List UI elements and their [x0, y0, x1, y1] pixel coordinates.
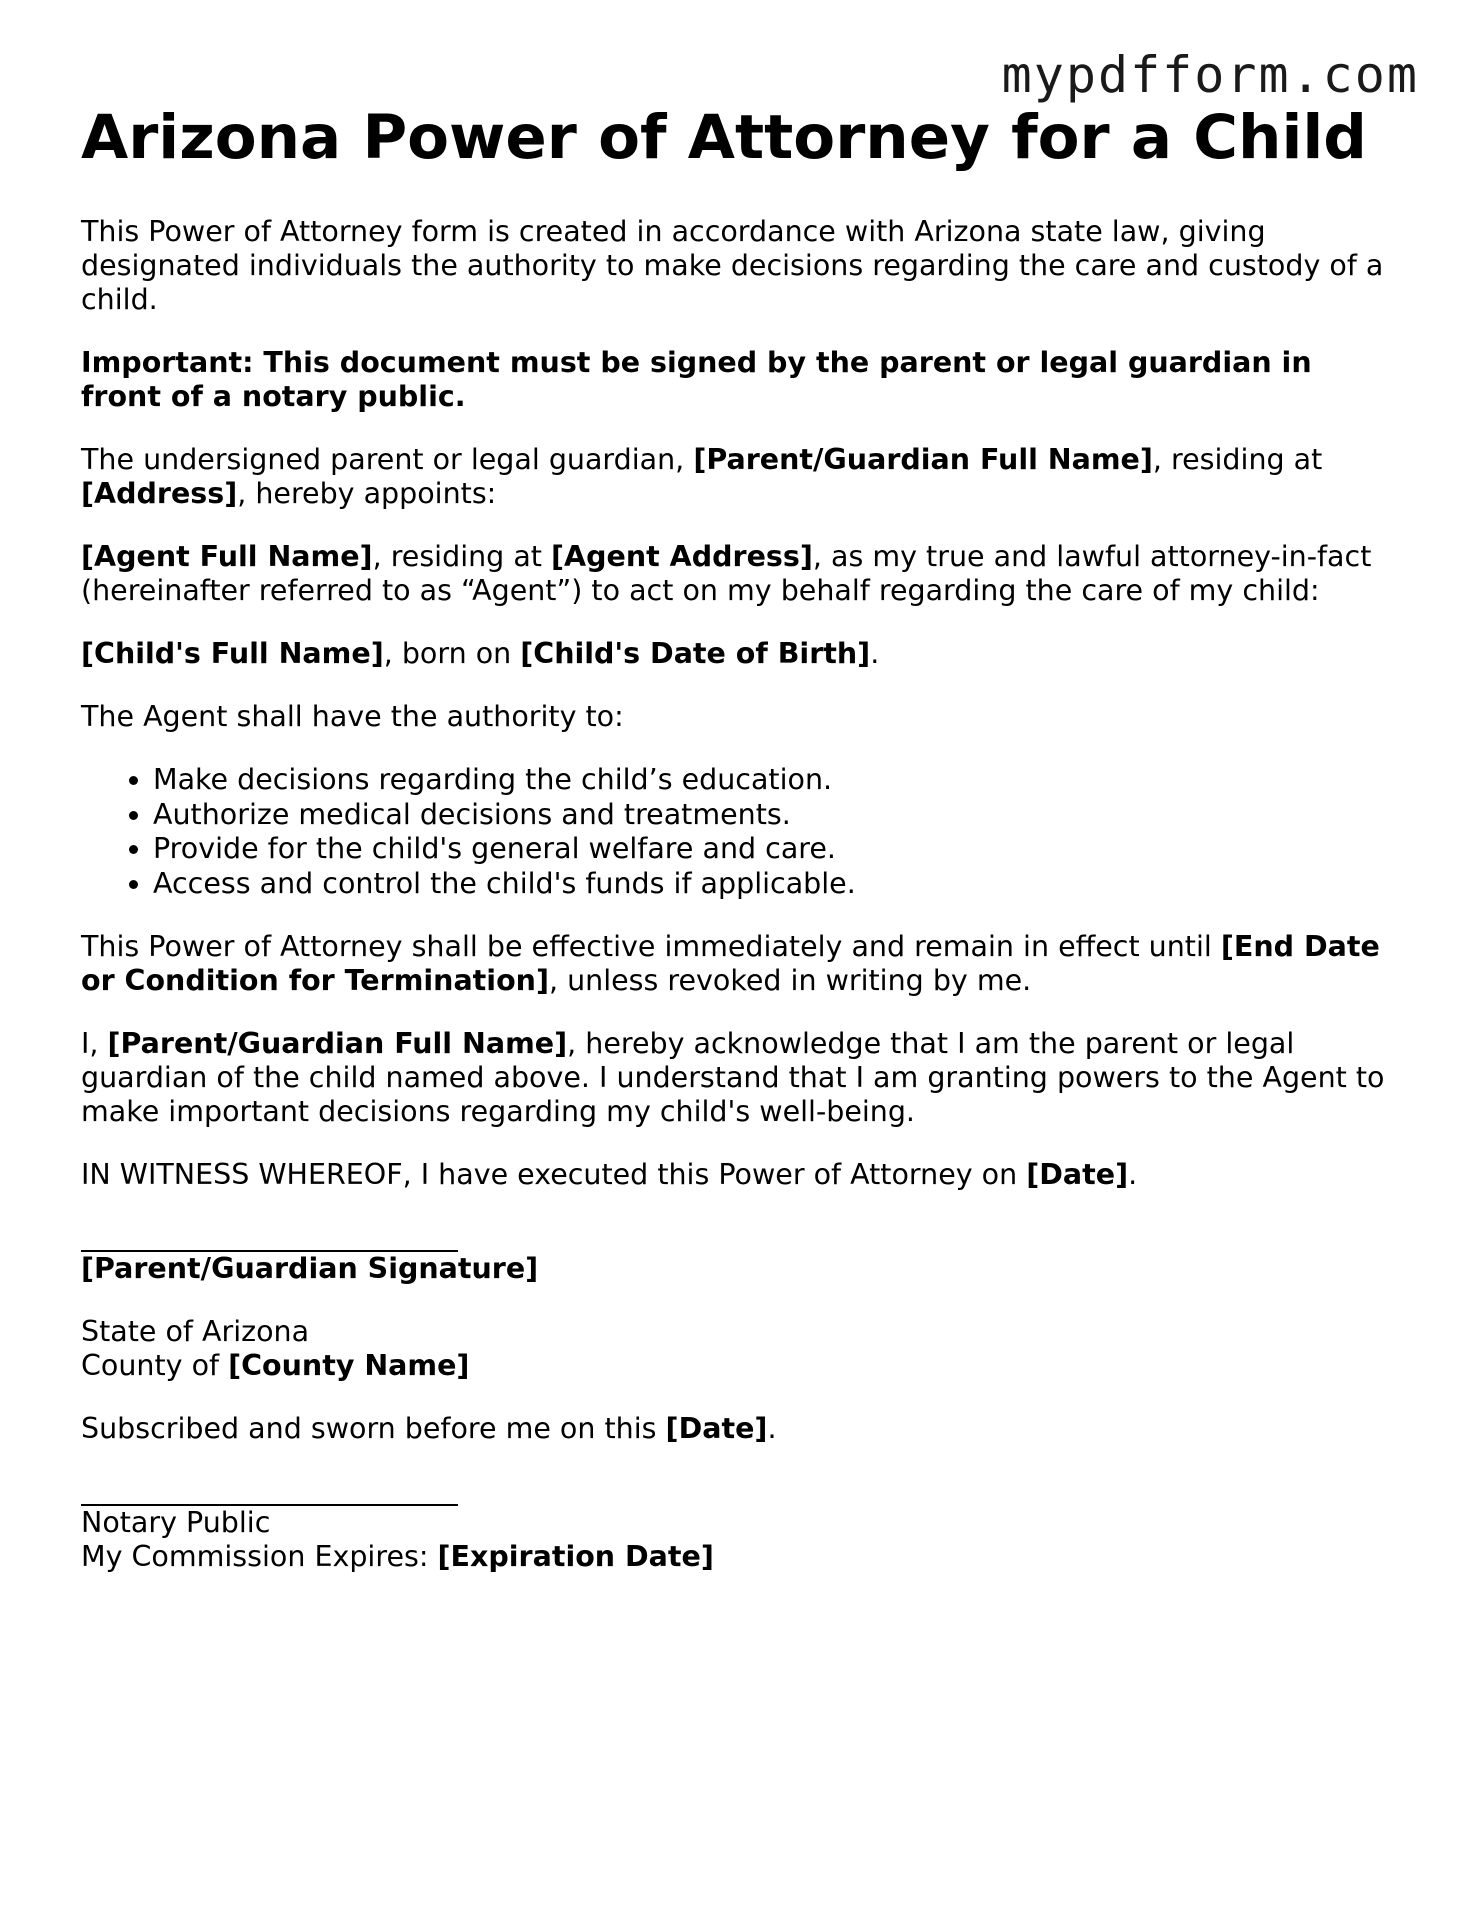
sworn-date-field: [Date]	[665, 1412, 768, 1446]
effective-paragraph	[81, 930, 1401, 998]
authority-intro: The Agent shall have the authority to:	[81, 700, 624, 734]
parent-address-field: [Address]	[81, 477, 238, 511]
county-prefix: County of	[81, 1349, 229, 1383]
power-item: • Access and control the child's funds if applicable.	[153, 867, 1401, 902]
notary-county-line	[81, 1349, 1401, 1383]
effective-text-2: , unless revoked in writing by me.	[548, 964, 1032, 998]
document-title: Arizona Power of Attorney for a Child	[81, 102, 1367, 173]
child-text-1: , born on	[383, 637, 521, 671]
parent-signature-label: [Parent/Guardian Signature]	[81, 1252, 539, 1286]
commission-prefix: My Commission Expires:	[81, 1540, 438, 1574]
power-item: • Make decisions regarding the child’s education.	[153, 763, 1401, 798]
parent-name-field: [Parent/Guardian Full Name]	[693, 443, 1153, 477]
end-date-field: [End Date or Condition for Termination]	[81, 930, 1380, 998]
child-text-2: .	[870, 637, 880, 671]
document-page	[81, 104, 1401, 1603]
ack-text-1: I,	[81, 1027, 108, 1061]
effective-text-1: This Power of Attorney shall be effective immediately and remain in effect until	[81, 930, 1221, 964]
child-name-field: [Child's Full Name]	[81, 637, 384, 671]
notary-signature-block	[81, 1506, 1401, 1574]
sworn-text-1: Subscribed and sworn before me on this	[81, 1412, 666, 1446]
agent-text-1: , residing at	[372, 540, 552, 574]
acknowledgement-paragraph	[81, 1027, 1401, 1129]
power-item: • Authorize medical decisions and treatments.	[153, 798, 1401, 833]
important-notice: Important: This document must be signed by the parent or legal guardian in front of a notary public.	[81, 346, 1312, 414]
sworn-paragraph	[81, 1412, 1401, 1446]
commission-date-field: [Expiration Date]	[437, 1540, 714, 1574]
witness-text-2: .	[1128, 1158, 1138, 1192]
intro-paragraph: This Power of Attorney form is created in accordance with Arizona state law, giving designated individuals the authority to make decisions regarding the care and custody of a child.	[81, 215, 1384, 317]
appointment-text-3: , hereby appoints:	[237, 477, 497, 511]
notary-public-label: Notary Public	[81, 1506, 271, 1540]
power-item: • Provide for the child's general welfare and care.	[153, 832, 1401, 867]
agent-text-2: , as my true and lawful attorney-in-fact (hereinafter referred to as “Agent”) to act on my behalf regarding the care of my child:	[81, 540, 1372, 608]
site-watermark: mypdfform.com	[1001, 46, 1419, 104]
appointment-paragraph	[81, 443, 1401, 511]
appointment-text-2: , residing at	[1152, 443, 1323, 477]
sworn-text-2: .	[767, 1412, 777, 1446]
agent-paragraph	[81, 540, 1401, 608]
appointment-text-1: The undersigned parent or legal guardian,	[81, 443, 694, 477]
county-name-field: [County Name]	[228, 1349, 470, 1383]
ack-text-2: , hereby acknowledge that I am the parent or legal guardian of the child named above. I understand that I am granting powers to the Agent to make important decisions regarding my child's well-being.	[81, 1027, 1385, 1129]
ack-parent-name-field: [Parent/Guardian Full Name]	[107, 1027, 568, 1061]
powers-list	[81, 763, 1401, 901]
child-paragraph	[81, 637, 1401, 671]
agent-name-field: [Agent Full Name]	[81, 540, 373, 574]
witness-date-field: [Date]	[1026, 1158, 1129, 1192]
witness-paragraph	[81, 1158, 1401, 1192]
child-dob-field: [Child's Date of Birth]	[520, 637, 871, 671]
commission-line	[81, 1540, 1401, 1574]
notary-venue	[81, 1315, 1401, 1383]
notary-state: State of Arizona	[81, 1315, 310, 1349]
parent-signature-block	[81, 1252, 1401, 1286]
witness-text-1: IN WITNESS WHEREOF, I have executed this Power of Attorney on	[81, 1158, 1027, 1192]
agent-address-field: [Agent Address]	[551, 540, 813, 574]
